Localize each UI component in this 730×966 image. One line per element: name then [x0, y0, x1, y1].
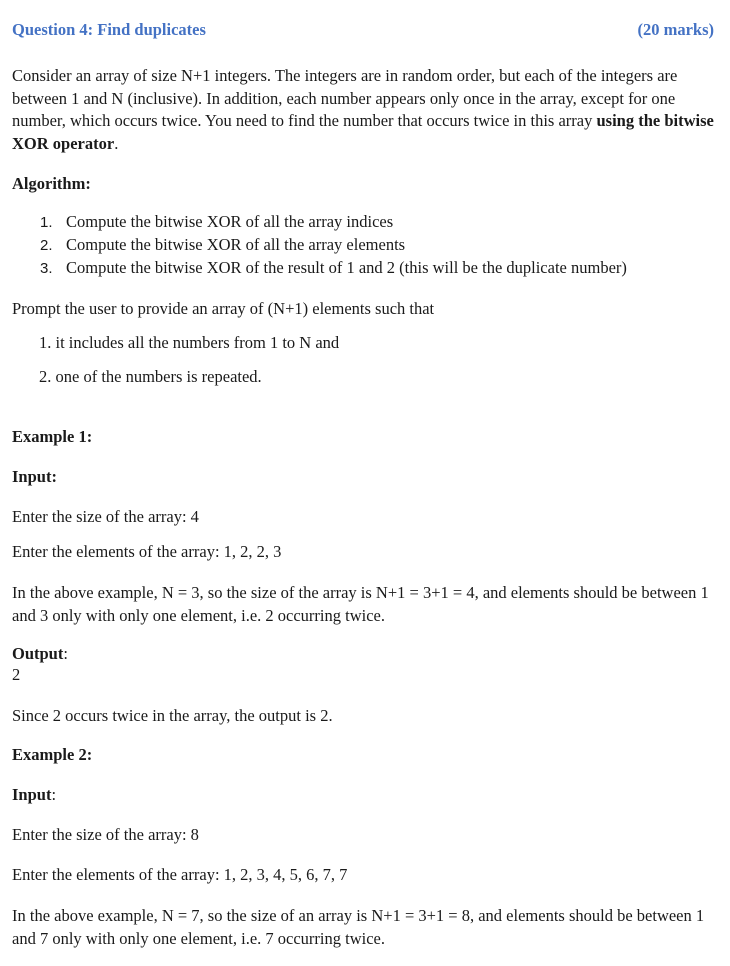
example1-input-label: Input: — [12, 467, 57, 486]
example1-heading: Example 1: — [12, 427, 93, 446]
example2-heading: Example 2: — [12, 745, 93, 764]
question-title: Question 4: Find duplicates — [12, 20, 206, 39]
intro-paragraph — [12, 65, 714, 155]
example2-elements-line: Enter the elements of the array: 1, 2, 3, 4, 5, 6, 7, 7 — [12, 865, 348, 884]
example2-explanation: In the above example, N = 7, so the size of an array is N+1 = 3+1 = 8, and elements should be between 1 and 7 only with only one element, i.e. 7 occurring twice. — [12, 906, 705, 948]
example1-since: Since 2 occurs twice in the array, the output is 2. — [12, 706, 333, 725]
example1-output-value: 2 — [12, 665, 21, 684]
step-number: 1. — [40, 214, 53, 231]
step-text: Compute the bitwise XOR of all the array elements — [66, 235, 406, 254]
prompt-item: 2. one of the numbers is repeated. — [39, 367, 262, 386]
example2-input-label: Input — [12, 785, 52, 804]
intro-bold-text: using the bitwise XOR operator — [12, 111, 714, 153]
example2-size-line: Enter the size of the array: 8 — [12, 825, 199, 844]
algorithm-step — [40, 211, 393, 234]
example1-output-colon: : — [63, 644, 68, 663]
example1-explanation: In the above example, N = 3, so the size of the array is N+1 = 3+1 = 4, and elements should be between 1 and 3 only with only one element, i.e. 2 occurring twice. — [12, 583, 709, 625]
step-number: 3. — [40, 260, 53, 277]
prompt-text: Prompt the user to provide an array of (N+1) elements such that — [12, 299, 435, 318]
step-number: 2. — [40, 237, 53, 254]
intro-end: . — [114, 133, 119, 153]
intro-text: Consider an array of size N+1 integers. The integers are in random order, but each of the integers are between 1 and N (inclusive). In addition, each number appears only once in the array, except for one number, which occurs twice. You need to find the number that occurs twice in this array — [12, 66, 678, 130]
step-text: Compute the bitwise XOR of the result of 1 and 2 (this will be the duplicate number) — [66, 258, 627, 277]
step-text: Compute the bitwise XOR of all the array indices — [66, 212, 394, 231]
example2-input-label-row — [12, 785, 56, 805]
algorithm-step — [40, 234, 405, 257]
question-header — [12, 20, 714, 40]
question-marks: (20 marks) — [637, 20, 714, 39]
example1-size-line: Enter the size of the array: 4 — [12, 507, 199, 526]
example2-input-colon: : — [51, 785, 57, 804]
algorithm-heading: Algorithm: — [12, 174, 91, 193]
example1-elements-line: Enter the elements of the array: 1, 2, 2, 3 — [12, 542, 282, 561]
example1-output-label: Output — [12, 644, 64, 663]
example1-output-label-row — [12, 644, 68, 664]
algorithm-step — [40, 257, 627, 280]
prompt-item: 1. it includes all the numbers from 1 to N and — [39, 333, 340, 352]
